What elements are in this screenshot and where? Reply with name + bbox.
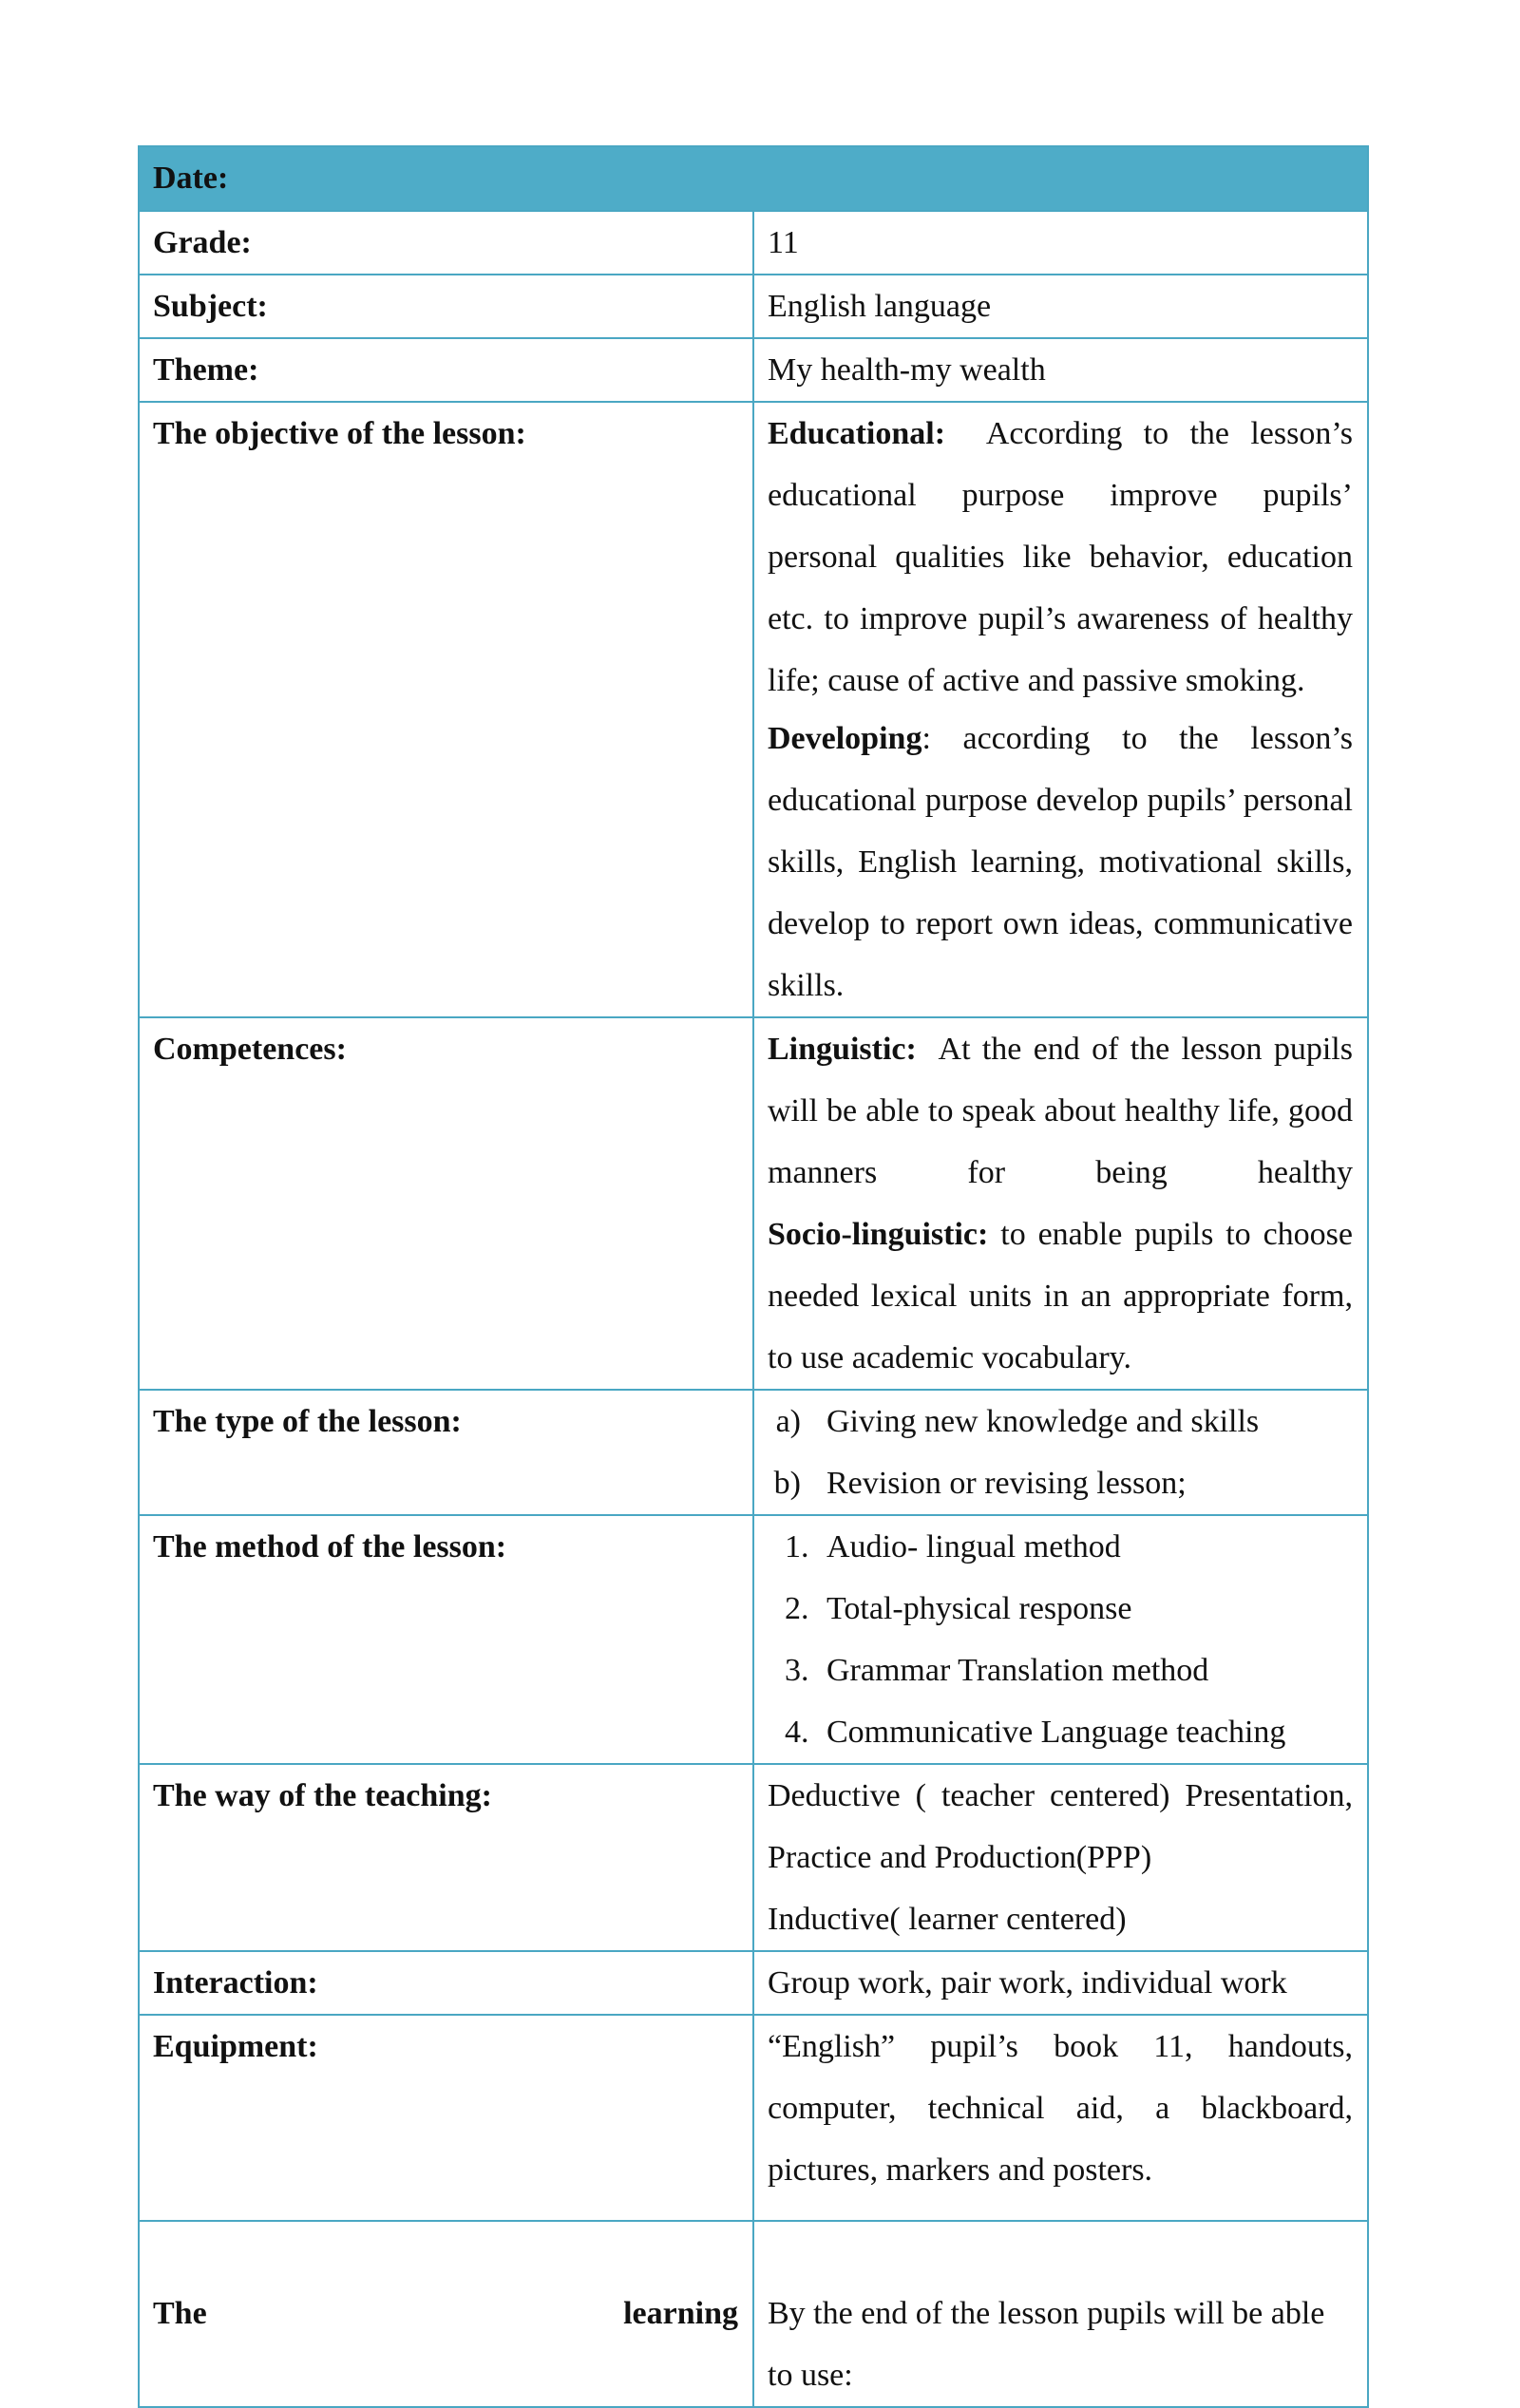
- objective-row: [139, 402, 1368, 1017]
- method-value: [753, 1515, 1368, 1764]
- learning-value: By the end of the lesson pupils will be able to use:: [753, 2221, 1368, 2407]
- learning-row: [139, 2221, 1368, 2407]
- lesson-plan-table: [138, 145, 1369, 2408]
- interaction-label: Interaction:: [139, 1951, 753, 2015]
- method-item: 4. Communicative Language teaching: [817, 1701, 1353, 1763]
- equipment-value: “English” pupil’s book 11, handouts, computer, technical aid, a blackboard, pictures, markers and posters.: [753, 2015, 1368, 2221]
- socio-title: Socio-linguistic:: [768, 1217, 989, 1252]
- objective-value: [753, 402, 1368, 1017]
- equipment-label: Equipment:: [139, 2015, 753, 2221]
- learning-label-right: learning: [623, 2296, 738, 2331]
- way-inductive: Inductive( learner centered): [768, 1902, 1127, 1937]
- subject-label: Subject:: [139, 275, 753, 338]
- equipment-row: [139, 2015, 1368, 2221]
- way-deductive: Deductive ( teacher centered) Presentation, Practice and Production(PPP): [768, 1778, 1353, 1875]
- type-item: a. Giving new knowledge and skills: [817, 1391, 1353, 1452]
- socio-text: to enable pupils to choose needed lexical units in an appropriate form, to use academic vocabulary.: [768, 1217, 1353, 1375]
- interaction-value: Group work, pair work, individual work: [753, 1951, 1368, 2015]
- competences-row: [139, 1017, 1368, 1390]
- method-item: 1. Audio- lingual method: [817, 1516, 1353, 1578]
- theme-row: [139, 338, 1368, 402]
- subject-value: English language: [753, 275, 1368, 338]
- type-list: [768, 1391, 1353, 1514]
- lesson-plan-page: [138, 145, 1369, 2408]
- type-row: [139, 1390, 1368, 1515]
- competences-value: [753, 1017, 1368, 1390]
- learning-label-line: [153, 2283, 738, 2344]
- linguistic-title: Linguistic:: [768, 1032, 917, 1067]
- educational-paragraph: [768, 403, 1353, 711]
- linguistic-text: At the end of the lesson pupils will be able to speak about healthy life, good manners for being healthy: [768, 1032, 1353, 1190]
- educational-title: Educational:: [768, 416, 946, 451]
- method-item: 3. Grammar Translation method: [817, 1640, 1353, 1701]
- competences-label: Competences:: [139, 1017, 753, 1390]
- educational-text: According to the lesson’s educational purpose improve pupils’ personal qualities like behavior, education etc. to improve pupil’s awareness of healthy life; cause of active and passive smoking.: [768, 416, 1354, 698]
- method-label: The method of the lesson:: [139, 1515, 753, 1764]
- method-list: [768, 1516, 1353, 1763]
- way-row: [139, 1764, 1368, 1951]
- way-label: The way of the teaching:: [139, 1764, 753, 1951]
- learning-label-left: The: [153, 2296, 207, 2331]
- learning-label: [139, 2221, 753, 2407]
- objective-label: The objective of the lesson:: [139, 402, 753, 1017]
- grade-label: Grade:: [139, 211, 753, 275]
- developing-text: : according to the lesson’s educational purpose develop pupils’ personal skills, English learning, motivational skills, develop to report own ideas, communicative skills.: [768, 721, 1353, 1003]
- way-value: [753, 1764, 1368, 1951]
- type-item: b. Revision or revising lesson;: [817, 1452, 1353, 1514]
- theme-label: Theme:: [139, 338, 753, 402]
- interaction-row: [139, 1951, 1368, 2015]
- linguistic-paragraph: [768, 1018, 1353, 1204]
- date-label: Date:: [139, 146, 1368, 211]
- theme-value: My health-my wealth: [753, 338, 1368, 402]
- date-row: [139, 146, 1368, 211]
- method-row: [139, 1515, 1368, 1764]
- developing-paragraph: [768, 708, 1353, 1016]
- type-label: The type of the lesson:: [139, 1390, 753, 1515]
- grade-row: [139, 211, 1368, 275]
- method-item: 2. Total-physical response: [817, 1578, 1353, 1640]
- subject-row: [139, 275, 1368, 338]
- type-value: [753, 1390, 1368, 1515]
- grade-value: 11: [753, 211, 1368, 275]
- developing-title: Developing: [768, 721, 922, 756]
- socio-paragraph: [768, 1204, 1353, 1389]
